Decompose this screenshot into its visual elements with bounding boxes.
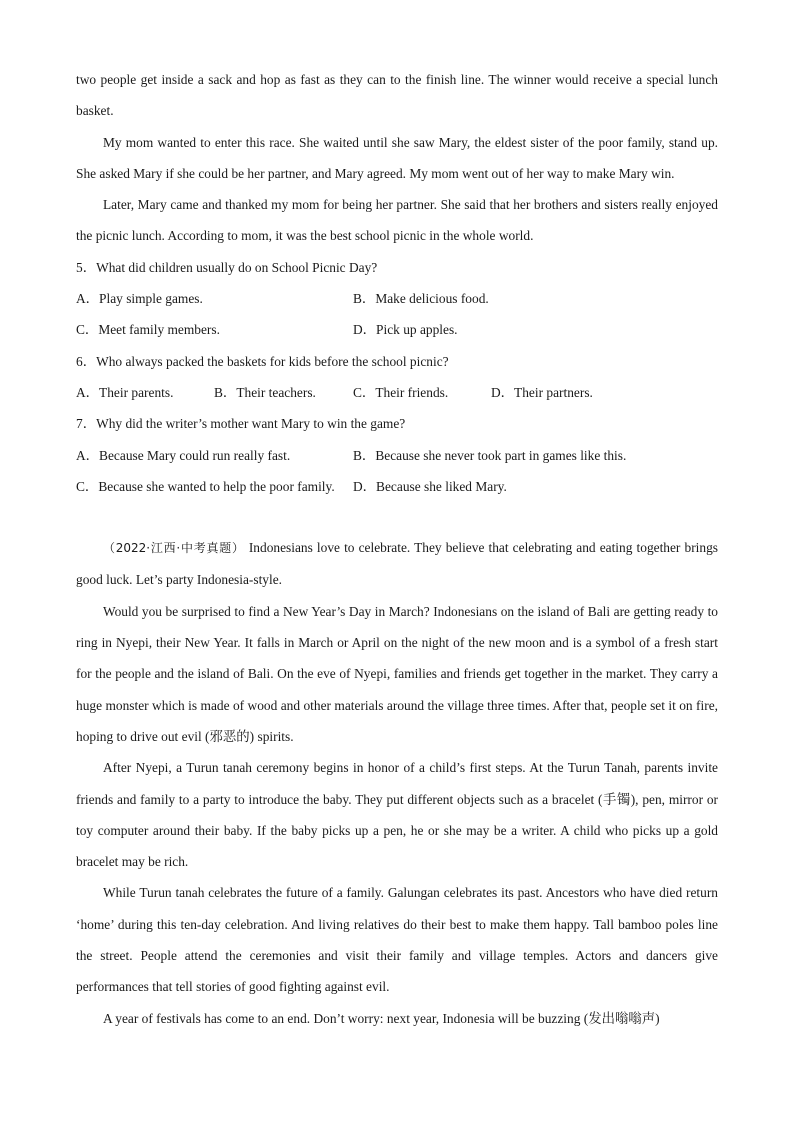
option-row <box>76 314 718 345</box>
option-a: A．Because Mary could run really fast. <box>76 447 291 463</box>
option-row <box>76 377 718 408</box>
question-7 <box>76 408 718 502</box>
passage-paragraph: While Turun tanah celebrates the future of a family. Galungan celebrates its past. Ancestors who have died return ‘home’ during this ten-day celebration. And living relatives do their best to make them happy. Tall bamboo poles line the street. People attend the ceremonies and visit their family and village temples. Actors and dancers give performances that tell stories of good fighting against evil. <box>76 885 718 995</box>
option-a: A．Play simple games. <box>76 291 203 307</box>
intro-text: Indonesians love to celebrate. They believe that celebrating and eating together brings good luck. Let’s party Indonesia-style. <box>76 540 718 588</box>
question-5 <box>76 252 718 346</box>
option-b: B．Their teachers. <box>214 384 316 400</box>
question-stem: 6．Who always packed the baskets for kids before the school picnic? <box>76 353 449 369</box>
passage-paragraph: After Nyepi, a Turun tanah ceremony begins in honor of a child’s first steps. At the Turun Tanah, parents invite friends and family to a party to introduce the baby. They put different objects such as a bracelet (手镯), pen, mirror or toy computer around their baby. If the baby picks up a pen, he or she may be a writer. A child who picks up a gold bracelet may be rich. <box>76 760 718 870</box>
passage-2 <box>76 532 718 1034</box>
option-a: A．Their parents. <box>76 384 174 400</box>
passage-paragraph: Would you be surprised to find a New Year’s Day in March? Indonesians on the island of Bali are getting ready to ring in Nyepi, their New Year. It falls in March or April on the night of the new moon and is a symbol of a fresh start for the people and the island of Bali. On the eve of Nyepi, families and friends get together in the market. They carry a huge monster which is made of wood and other materials around the village three times. After that, people set it on fire, hoping to drive out evil (邪恶的) spirits. <box>76 603 718 744</box>
passage-paragraph: My mom wanted to enter this race. She waited until she saw Mary, the eldest sister of the poor family, stand up. She asked Mary if she could be her partner, and Mary agreed. My mom went out of her way to make Mary win. <box>76 134 718 181</box>
option-d: D．Pick up apples. <box>353 322 458 338</box>
passage-paragraph: A year of festivals has come to an end. Don’t worry: next year, Indonesia will be buzzing (发出嗡嗡声) <box>103 1010 660 1026</box>
passage-paragraph: two people get inside a sack and hop as fast as they can to the finish line. The winner would receive a special lunch basket. <box>76 72 718 119</box>
option-row <box>76 471 718 502</box>
exam-source-label: （2022·江西·中考真题） <box>103 541 245 556</box>
passage-1 <box>76 64 718 252</box>
option-d: D．Because she liked Mary. <box>353 478 507 494</box>
question-stem: 5．What did children usually do on School Picnic Day? <box>76 259 378 275</box>
option-b: B．Because she never took part in games like this. <box>353 447 627 463</box>
option-c: C．Their friends. <box>353 384 449 400</box>
section-gap <box>76 502 718 532</box>
option-row <box>76 440 718 471</box>
option-b: B．Make delicious food. <box>353 291 489 307</box>
question-6 <box>76 346 718 409</box>
option-d: D．Their partners. <box>491 384 593 400</box>
option-c: C．Meet family members. <box>76 322 220 338</box>
question-stem: 7．Why did the writer’s mother want Mary to win the game? <box>76 416 406 432</box>
passage-paragraph: Later, Mary came and thanked my mom for being her partner. She said that her brothers and sisters really enjoyed the picnic lunch. According to mom, it was the best school picnic in the whole world. <box>76 197 718 244</box>
option-row <box>76 283 718 314</box>
passage-intro <box>76 532 718 596</box>
option-c: C．Because she wanted to help the poor family. <box>76 478 335 494</box>
